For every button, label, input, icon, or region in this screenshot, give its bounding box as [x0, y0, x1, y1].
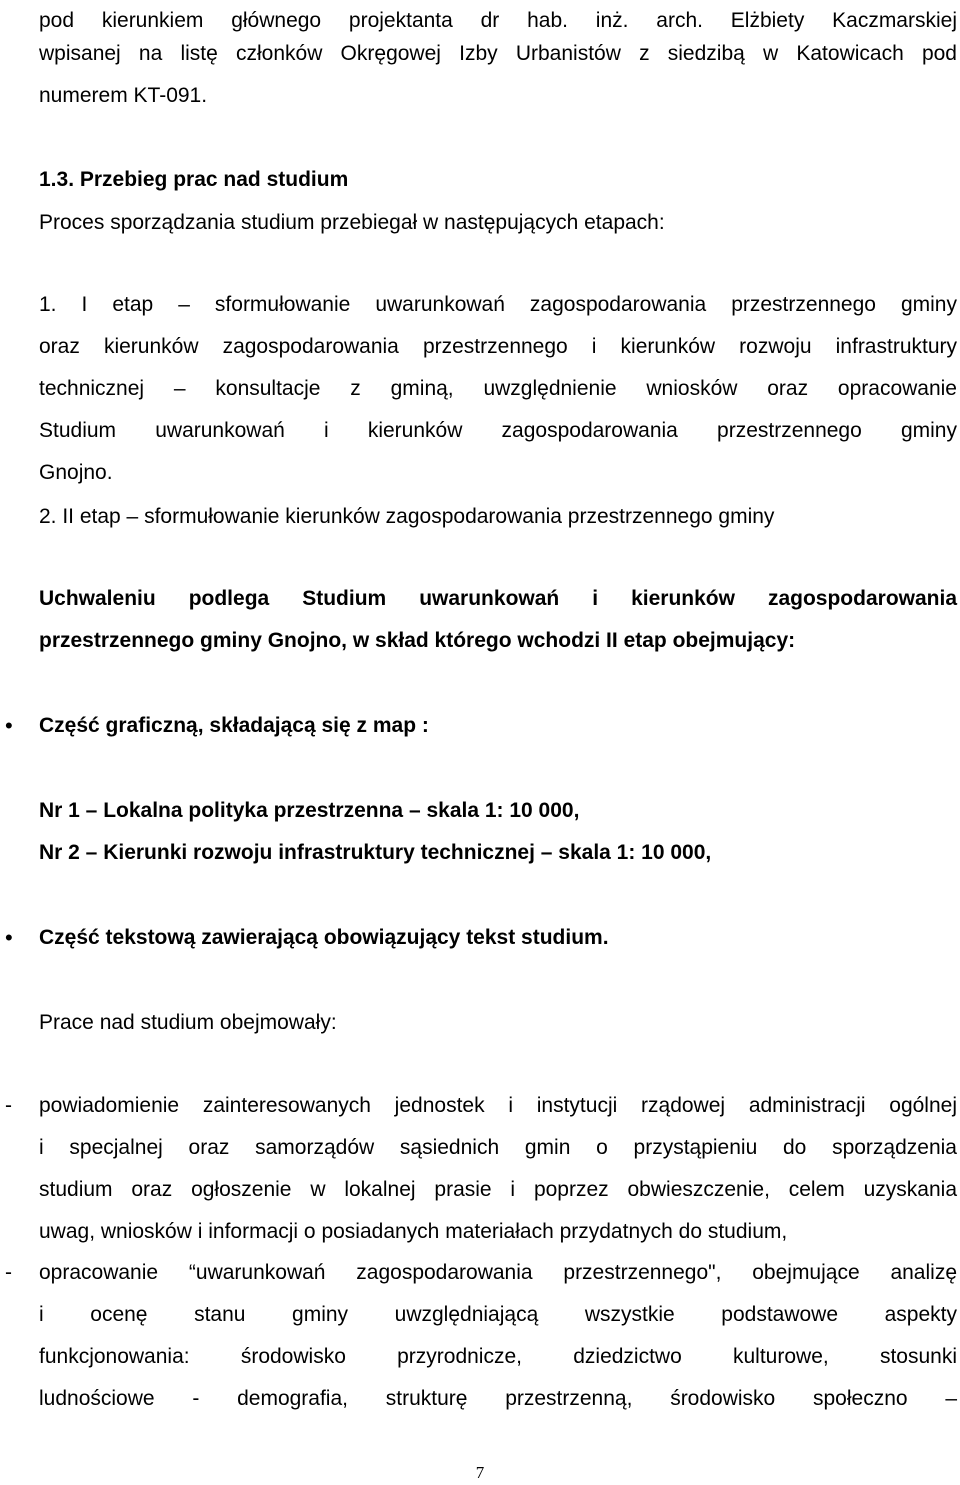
works-item2-line-2: i ocenę stanu gminy uwzględniającą wszystkie podstawowe aspekty: [39, 1303, 957, 1326]
works-item1-line-1: powiadomienie zainteresowanych jednostek i instytucji rządowej administracji ogólnej: [39, 1094, 957, 1117]
dash-marker: -: [5, 1094, 12, 1117]
section-heading: 1.3. Przebieg prac nad studium: [39, 168, 349, 191]
dash-marker: -: [5, 1261, 12, 1284]
works-item1-line-4: uwag, wniosków i informacji o posiadanych materiałach przydatnych do studium,: [39, 1220, 788, 1243]
adoption-line-2: przestrzennego gminy Gnojno, w skład którego wchodzi II etap obejmujący:: [39, 629, 796, 652]
map-item-2: Nr 2 – Kierunki rozwoju infrastruktury technicznej – skala 1: 10 000,: [39, 841, 712, 864]
bullet-icon: •: [5, 713, 13, 738]
section-lead: Proces sporządzania studium przebiegał w następujących etapach:: [39, 211, 665, 234]
stage1-line-4: Studium uwarunkowań i kierunków zagospodarowania przestrzennego gminy: [39, 419, 957, 442]
stage1-line-1: 1. I etap – sformułowanie uwarunkowań zagospodarowania przestrzennego gminy: [39, 293, 957, 316]
map-item-1: Nr 1 – Lokalna polityka przestrzenna – skala 1: 10 000,: [39, 799, 580, 822]
works-lead: Prace nad studium obejmowały:: [39, 1011, 337, 1034]
bullet-graphic-part: Część graficzną, składającą się z map :: [39, 714, 429, 737]
bullet-icon: •: [5, 925, 13, 950]
works-item2-line-4: ludnościowe - demografia, strukturę przestrzenną, środowisko społeczno –: [39, 1387, 957, 1410]
intro-line-1: pod kierunkiem głównego projektanta dr hab. inż. arch. Elżbiety Kaczmarskiej: [39, 9, 957, 32]
stage2-line: 2. II etap – sformułowanie kierunków zagospodarowania przestrzennego gminy: [39, 505, 775, 528]
works-item1-line-2: i specjalnej oraz samorządów sąsiednich gmin o przystąpieniu do sporządzenia: [39, 1136, 957, 1159]
adoption-line-1: Uchwaleniu podlega Studium uwarunkowań i kierunków zagospodarowania: [39, 587, 957, 610]
bullet-text-part: Część tekstową zawierającą obowiązujący tekst studium.: [39, 926, 609, 949]
intro-line-3: numerem KT-091.: [39, 84, 208, 107]
intro-line-2: wpisanej na listę członków Okręgowej Izby Urbanistów z siedzibą w Katowicach pod: [39, 42, 957, 65]
stage1-line-2: oraz kierunków zagospodarowania przestrzennego i kierunków rozwoju infrastruktury: [39, 335, 957, 358]
stage1-line-5: Gnojno.: [39, 461, 113, 484]
works-item1-line-3: studium oraz ogłoszenie w lokalnej prasie i poprzez obwieszczenie, celem uzyskania: [39, 1178, 957, 1201]
works-item2-line-3: funkcjonowania: środowisko przyrodnicze, dziedzictwo kulturowe, stosunki: [39, 1345, 957, 1368]
page-number: 7: [475, 1463, 485, 1482]
stage1-line-3: technicznej – konsultacje z gminą, uwzględnienie wniosków oraz opracowanie: [39, 377, 957, 400]
works-item2-line-1: opracowanie “uwarunkowań zagospodarowania przestrzennego", obejmujące analizę: [39, 1261, 957, 1284]
